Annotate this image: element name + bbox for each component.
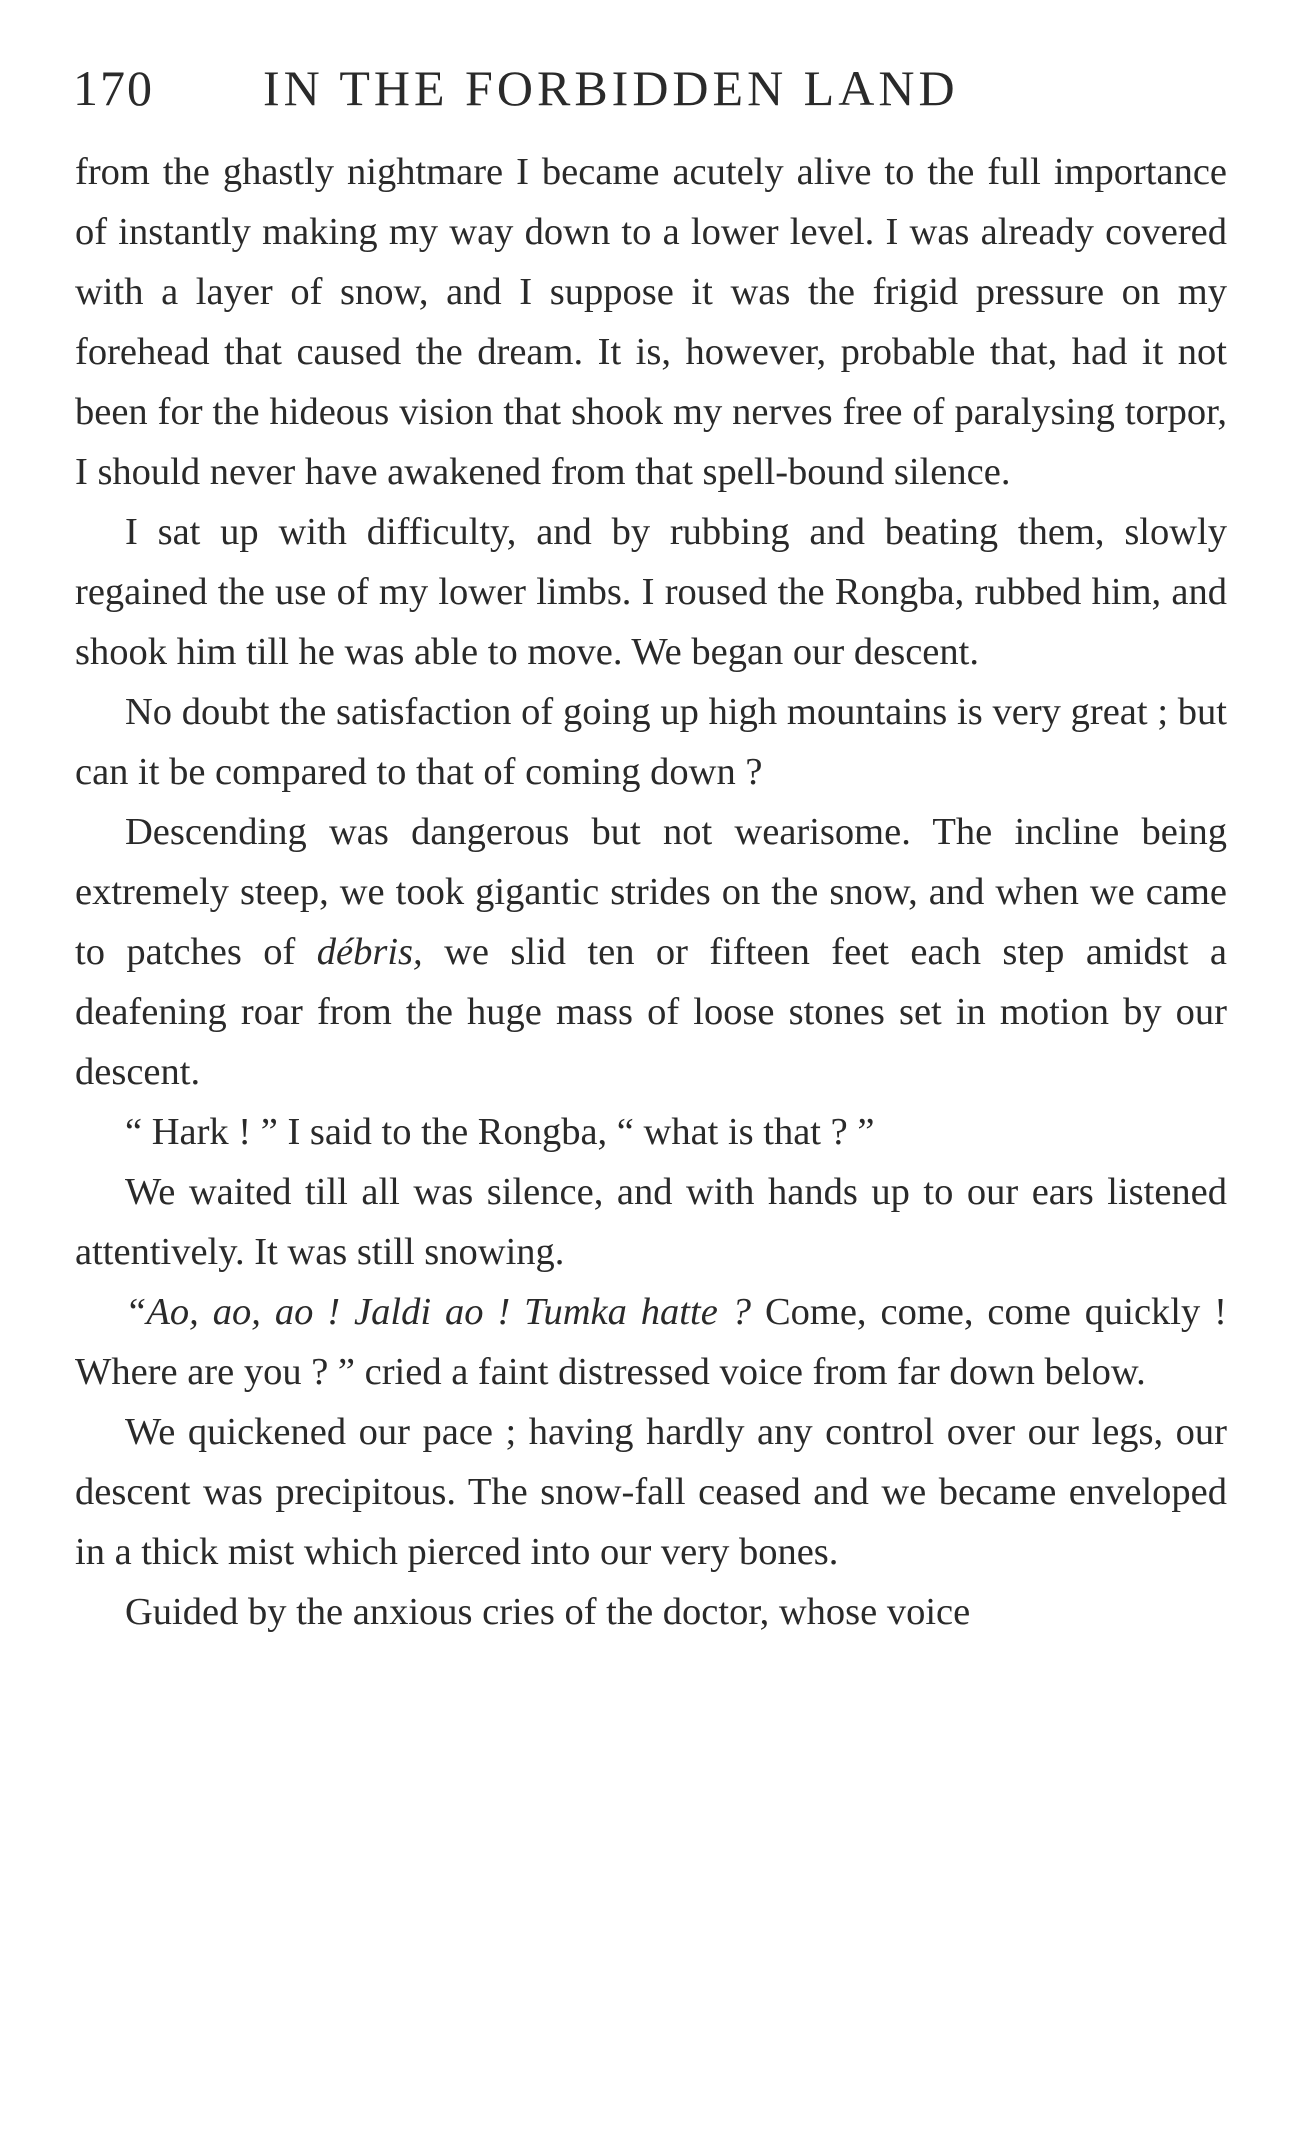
paragraph-4-text-before: Descending was dangerous but not wearisome. The incline being extremely steep, we took gigantic strides on the snow, and when we came to patches of: [75, 811, 1227, 973]
paragraph-9: Guided by the anxious cries of the doctor, whose voice: [125, 1591, 971, 1633]
paragraph-8: We quickened our pace ; having hardly any control over our legs, our descent was precipitous. The snow-fall ceased and we became enveloped in a thick mist which pierced into our very bones.: [75, 1411, 1227, 1573]
paragraph-7: [75, 1282, 1227, 1402]
body-text: [75, 142, 1227, 1642]
paragraph-2: I sat up with difficulty, and by rubbing and beating them, slowly regained the use of my lower limbs. I roused the Rongba, rubbed him, and shook him till he was able to move. We began our descent.: [75, 511, 1227, 673]
paragraph-6: We waited till all was silence, and with hands up to our ears listened attentively. It was still snowing.: [75, 1171, 1227, 1273]
paragraph-7-text-after: Come, come, come quickly ! Where are you ? ” cried a faint distressed voice from far down below.: [75, 1291, 1227, 1393]
paragraph-1: from the ghastly nightmare I became acutely alive to the full importance of instantly making my way down to a lower level. I was already covered with a layer of snow, and I suppose it was the frigid pressure on my forehead that caused the dream. It is, however, probable that, had it not been for the hideous vision that shook my nerves free of paralysing torpor, I should never have awakened from that spell-bound silence.: [75, 151, 1227, 493]
paragraph-5: “ Hark ! ” I said to the Rongba, “ what is that ? ”: [125, 1111, 875, 1153]
italic-debris: débris,: [316, 931, 423, 973]
paragraph-3: No doubt the satisfaction of going up high mountains is very great ; but can it be compared to that of coming down ?: [75, 691, 1227, 793]
paragraph-4: [75, 802, 1227, 1102]
page-header: [73, 58, 1073, 118]
italic-hindustani-call: “Ao, ao, ao ! Jaldi ao ! Tumka hatte ?: [125, 1291, 751, 1333]
page-number: 170: [73, 60, 154, 116]
paragraph-4-text-after: we slid ten or fifteen feet each step amidst a deafening roar from the huge mass of loose stones set in motion by our descent.: [75, 931, 1228, 1093]
running-title: IN THE FORBIDDEN LAND: [263, 60, 959, 116]
